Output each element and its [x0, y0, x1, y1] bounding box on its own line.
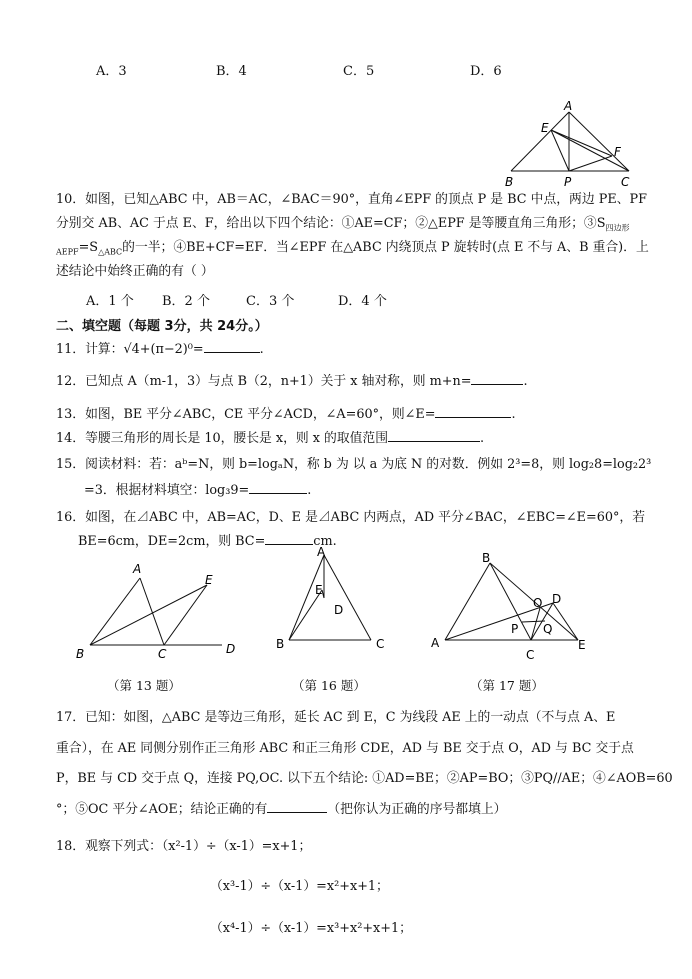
q10-option-b: B．2 个: [162, 294, 210, 309]
fig13-label-e: E: [205, 573, 213, 587]
fig17-label-d: D: [552, 592, 562, 606]
q17-line3: P，BE 与 CD 交于点 Q，连接 PQ,OC. 以下五个结论: ①AD=BE；②AP=BO；③PQ//AE；④∠AOB=60: [56, 771, 673, 786]
q12: 12．已知点 A（m-1，3）与点 B（2，n+1）关于 x 轴对称，则 m+n= .: [56, 374, 528, 389]
q10-line1: 10．如图，已知△ABC 中，AB＝AC，∠BAC＝90°，直角∠EPF 的顶点 P 是 BC 中点，两边 PE、PF: [56, 192, 647, 207]
q9-option-d: D．6: [470, 64, 502, 79]
q13: 13．如图，BE 平分∠ABC，CE 平分∠ACD，∠A=60°，则∠E= .: [56, 407, 516, 422]
fig16-label-c: C: [376, 637, 385, 651]
fig16-label-d: D: [334, 603, 344, 617]
fig13-label-c: C: [158, 647, 167, 661]
fig16-label-a: A: [317, 545, 326, 559]
q16-line1: 16．如图，在⊿ABC 中，AB=AC，D、E 是⊿ABC 内两点，AD 平分∠BAC，∠EBC=∠E=60°，若: [56, 510, 645, 525]
fig10-label-f: F: [614, 145, 621, 159]
q10-line4: 述结论中始终正确的有（ ）: [56, 264, 214, 279]
fig13-label-a: A: [133, 562, 142, 576]
q10-line3: $_{AEPF}=S_{\triangle ABC}$的一半；④BE+CF=EF．当∠EPF 在△ABC 内绕顶点 P 旋转时(点 E 不与 A、B 重合)．上: [56, 240, 649, 257]
fig17-label-b: B: [482, 551, 491, 565]
q17-line2: 重合），在 AE 同侧分别作正三角形 ABC 和正三角形 CDE，AD 与 BE 交于点 O，AD 与 BC 交于点: [56, 741, 634, 756]
q10-option-a: A．1 个: [86, 294, 134, 309]
fig17-label-e: E: [578, 638, 586, 652]
q10-option-c: C．3 个: [246, 294, 295, 309]
q17-line1: 17．已知：如图，△ABC 是等边三角形，延长 AC 到 E，C 为线段 AE 上的一动点（不与点 A、E: [56, 710, 616, 725]
q18-line2: （x³-1）÷（x-1）=x²+x+1；: [210, 879, 389, 894]
q18-line1: 18．观察下列式：（x²-1）÷（x-1）=x+1；: [56, 839, 312, 854]
fig17-label-p: P: [511, 622, 519, 636]
q14: 14．等腰三角形的周长是 10，腰长是 x，则 x 的取值范围 .: [56, 431, 485, 446]
caption-q17: （第 17 题）: [470, 678, 544, 693]
caption-q13: （第 13 题）: [107, 678, 181, 693]
fig17-label-a: A: [431, 636, 440, 650]
fig10-label-e: E: [541, 121, 549, 135]
fig16-label-b: B: [276, 637, 285, 651]
q11: 11．计算：√4+(π−2)⁰= .: [56, 342, 264, 357]
section-2-title: 二、填空题（每题 3分，共 24分。）: [56, 319, 268, 334]
q10-line2: 分别交 AB、AC 于点 E、F，给出以下四个结论：①AE=CF；②△EPF 是等腰直角三角形；$③S_{四边形}$: [56, 216, 630, 233]
fig10-label-b: B: [505, 175, 514, 189]
fig10-label-a: A: [564, 99, 573, 113]
fig17-label-o: O: [533, 596, 543, 610]
q9-option-b: B．4: [216, 64, 247, 79]
fig13-label-d: D: [226, 642, 236, 656]
fig17-label-q: Q: [543, 622, 553, 636]
caption-q16: （第 16 题）: [292, 678, 366, 693]
q15-line2: =3．根据材料填空：log₃9= .: [84, 483, 312, 498]
fig10-label-p: P: [564, 175, 572, 189]
fig16-label-e: E: [315, 583, 323, 597]
q15-line1: 15．阅读材料：若：aᵇ=N，则 b=logₐN，称 b 为 以 a 为底 N 的对数．例如 2³=8，则 log₂8=log₂2³: [56, 457, 652, 472]
fig10-label-c: C: [621, 175, 630, 189]
q18-line3: （x⁴-1）÷（x-1）=x³+x²+x+1；: [210, 921, 412, 936]
fig13-label-b: B: [76, 647, 85, 661]
fig17-label-c: C: [526, 648, 535, 662]
q9-option-a: A．3: [96, 64, 127, 79]
q17-line4: °；⑤OC 平分∠AOE；结论正确的有 （把你认为正确的序号都填上）: [56, 802, 507, 817]
q9-option-c: C．5: [343, 64, 375, 79]
q10-option-d: D．4 个: [338, 294, 387, 309]
q16-line2: BE=6cm，DE=2cm，则 BC= cm.: [78, 534, 337, 549]
